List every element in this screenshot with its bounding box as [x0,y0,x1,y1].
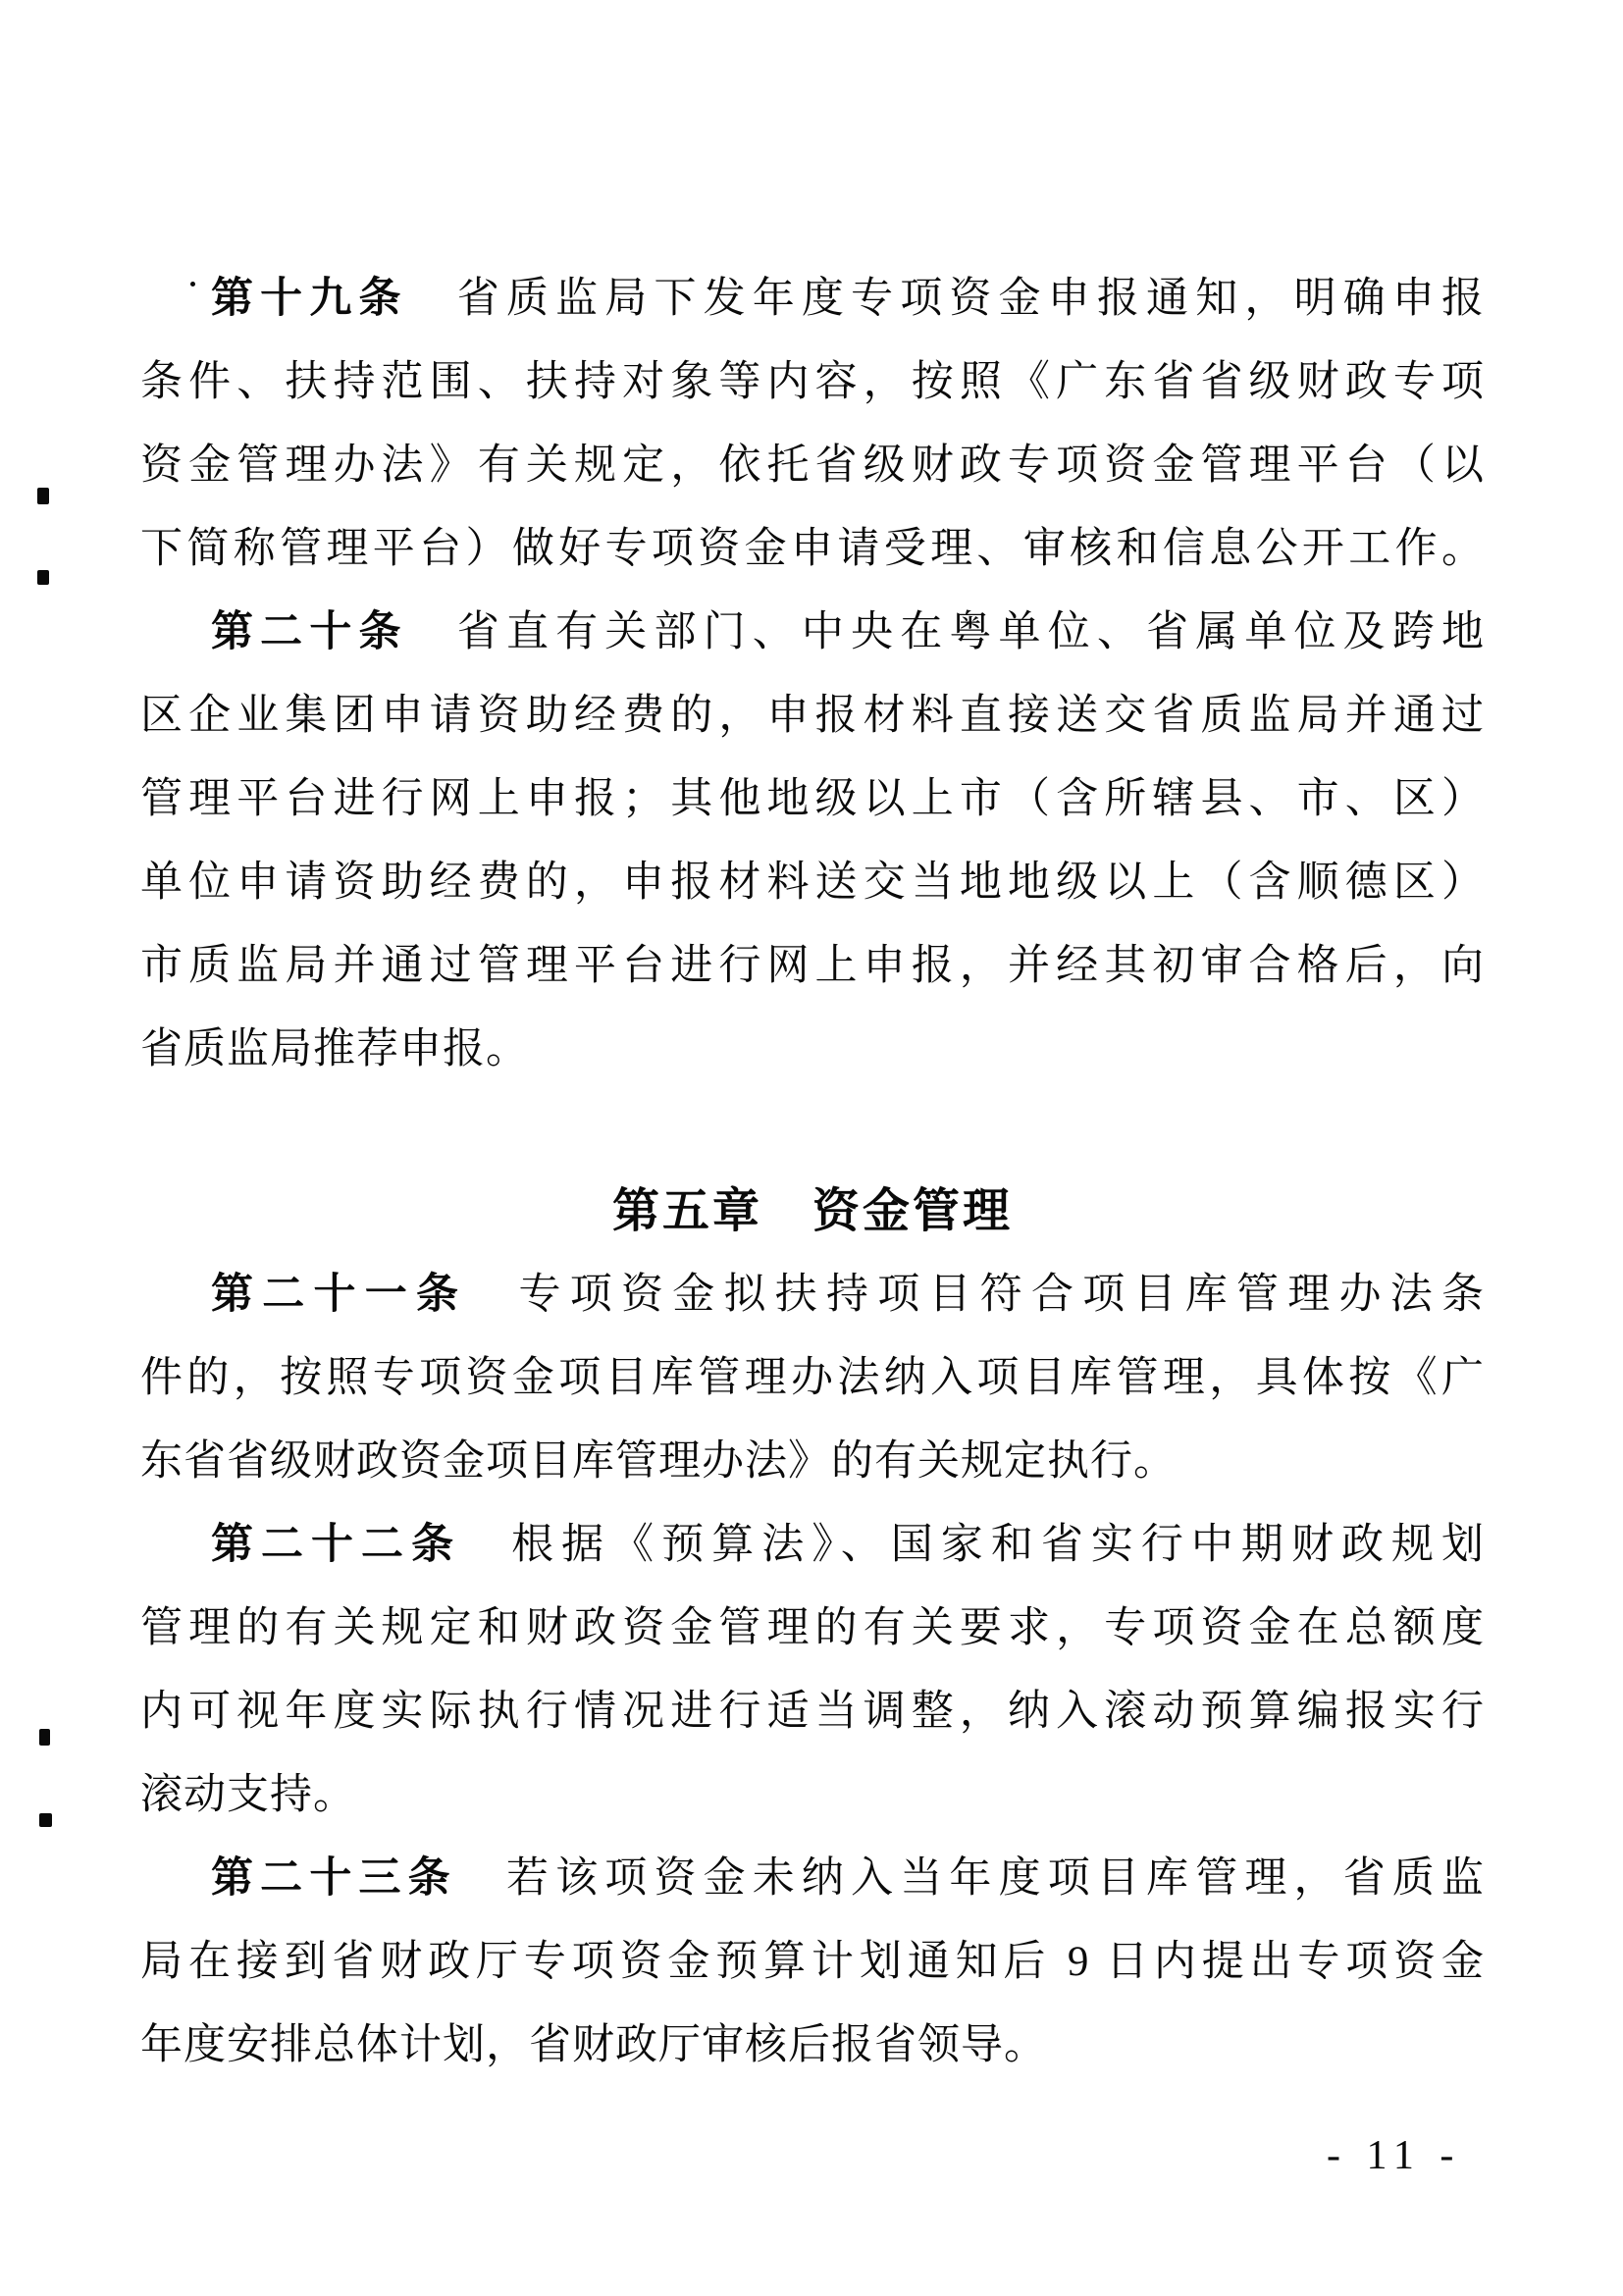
text-line [140,1253,1485,1336]
article-number: 第二十条 [211,608,408,655]
text-line [140,1008,1485,1091]
text-line [140,1753,1485,1837]
text-line [140,924,1485,1008]
line-text: 下简称管理平台）做好专项资金申请受理、审核和信息公开工作。 [140,526,1485,572]
text-line [140,257,1485,340]
text-line [140,591,1485,674]
text-line [140,507,1485,591]
ink-speck [39,1813,52,1827]
line-text: 管理平台进行网上申报；其他地级以上市（含所辖县、市、区） [140,776,1485,822]
line-text: 条件、扶持范围、扶持对象等内容，按照《广东省省级财政专项 [140,359,1485,405]
text-line [140,1503,1485,1587]
line-text: 区企业集团申请资助经费的，申报材料直接送交省质监局并通过 [140,693,1485,739]
article-number: 第二十一条 [211,1271,468,1318]
text-line [140,674,1485,757]
line-text: 资金管理办法》有关规定，依托省级财政专项资金管理平台（以 [140,443,1485,489]
line-text: 管理的有关规定和财政资金管理的有关要求，专项资金在总额度 [140,1605,1485,1651]
page-number: - 11 - [1327,2133,1462,2178]
line-text: 市质监局并通过管理平台进行网上申报，并经其初审合格后，向 [140,943,1485,989]
chapter-heading: 第五章 资金管理 [611,1185,1013,1237]
line-text: 内可视年度实际执行情况进行适当调整，纳入滚动预算编报实行 [140,1689,1485,1735]
ink-speck [37,570,49,585]
text-line [140,1336,1485,1420]
text-line [140,757,1485,841]
article-number: 第十九条 [211,275,408,322]
text-line [140,340,1485,424]
ink-speck [190,282,195,287]
ink-speck [39,1729,50,1746]
line-text: 省质监局下发年度专项资金申报通知，明确申报 [407,276,1485,322]
text-line [140,1670,1485,1753]
text-line [140,1837,1485,1920]
line-text: 若该项资金未纳入当年度项目库管理，省质监 [456,1855,1485,1902]
line-text: 省质监局推荐申报。 [140,1026,529,1072]
text-line [140,1920,1485,2004]
line-text: 年度安排总体计划，省财政厅审核后报省领导。 [140,2022,1047,2068]
article-number: 第二十二条 [211,1521,462,1568]
text-line [140,424,1485,507]
line-text: 省直有关部门、中央在粤单位、省属单位及跨地 [407,609,1485,655]
line-text: 局在接到省财政厅专项资金预算计划通知后 9 日内提出专项资金 [140,1939,1485,1985]
article-number: 第二十三条 [211,1854,457,1902]
line-text: 东省省级财政资金项目库管理办法》的有关规定执行。 [140,1438,1177,1485]
line-text: 根据《预算法》、国家和省实行中期财政规划 [461,1522,1485,1568]
line-text: 专项资金拟扶持项目符合项目库管理办法条 [467,1272,1485,1318]
line-text: 件的，按照专项资金项目库管理办法纳入项目库管理，具体按《广 [140,1355,1485,1401]
text-line [140,2004,1485,2087]
text-line [140,1587,1485,1670]
text-line [140,1420,1485,1503]
document-body [140,257,1485,2087]
text-line [140,841,1485,924]
line-text: 单位申请资助经费的，申报材料送交当地地级以上（含顺德区） [140,860,1485,906]
line-text: 滚动支持。 [140,1772,356,1818]
ink-speck [37,488,49,504]
